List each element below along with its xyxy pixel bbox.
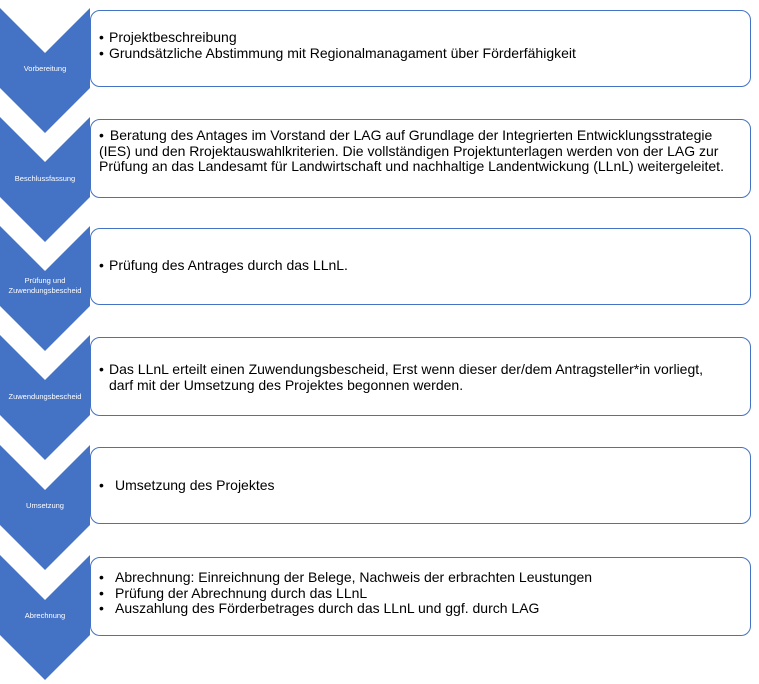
process-step-abrechnung xyxy=(0,555,759,680)
bullet-item: • Prüfung der Abrechnung durch das LLnL xyxy=(99,584,368,601)
process-step-pruefung xyxy=(0,226,759,351)
bullet-item: • Abrechnung: Einreichnung der Belege, Nachweis der erbrachten Leustungen xyxy=(99,569,593,585)
bullet-item: • Projektbeschreibung xyxy=(99,29,237,45)
bullet-item: • Prüfung des Antrages durch das LLnL. xyxy=(99,256,348,273)
step-label: Abrechnung xyxy=(24,611,66,620)
step-description-box xyxy=(90,337,751,416)
step-description-box xyxy=(90,10,751,87)
bullet-item: • Grundsätzliche Abstimmung mit Regionalmanagament über Förderfähigkeit xyxy=(99,44,576,61)
bullet-item: • Umsetzung des Projektes xyxy=(99,477,275,493)
process-step-zuwendungsbescheid xyxy=(0,335,759,460)
step-description-box xyxy=(90,228,751,305)
bullet-item: • Das LLnL erteilt einen Zuwendungsbescheid, Erst wenn dieser der/dem Antragsteller*in vorliegt, darf mit der Umsetzung des Projektes begonnen werden. xyxy=(99,361,704,393)
step-label: Prüfung und Zuwendungsbescheid xyxy=(8,276,82,295)
process-step-beschlussfassung xyxy=(0,117,759,242)
step-label: Vorbereitung xyxy=(23,64,67,73)
step-label: Beschlussfassung xyxy=(14,174,76,183)
process-step-umsetzung xyxy=(0,445,759,570)
step-description-box xyxy=(90,557,751,636)
step-label: Umsetzung xyxy=(26,501,64,510)
process-step-vorbereitung xyxy=(0,8,759,133)
bullet-item: • Beratung des Antages im Vorstand der LAG auf Grundlage der Integrierten Entwicklungsstrategie (IES) und den Rrojektauswahlkriterien. Die vollständigen Projektunterlagen werden von der LAG zur Prüfung an das Landesamt für Landwirtschaft und nachhaltige Landentwickung (LLnL) weitergeleitet. xyxy=(99,127,724,174)
step-description-box xyxy=(90,447,751,524)
step-description-box xyxy=(90,119,751,198)
step-label: Zuwendungsbescheid xyxy=(8,392,82,401)
bullet-item: • Auszahlung des Förderbetrages durch das LLnL und ggf. durch LAG xyxy=(99,600,540,616)
